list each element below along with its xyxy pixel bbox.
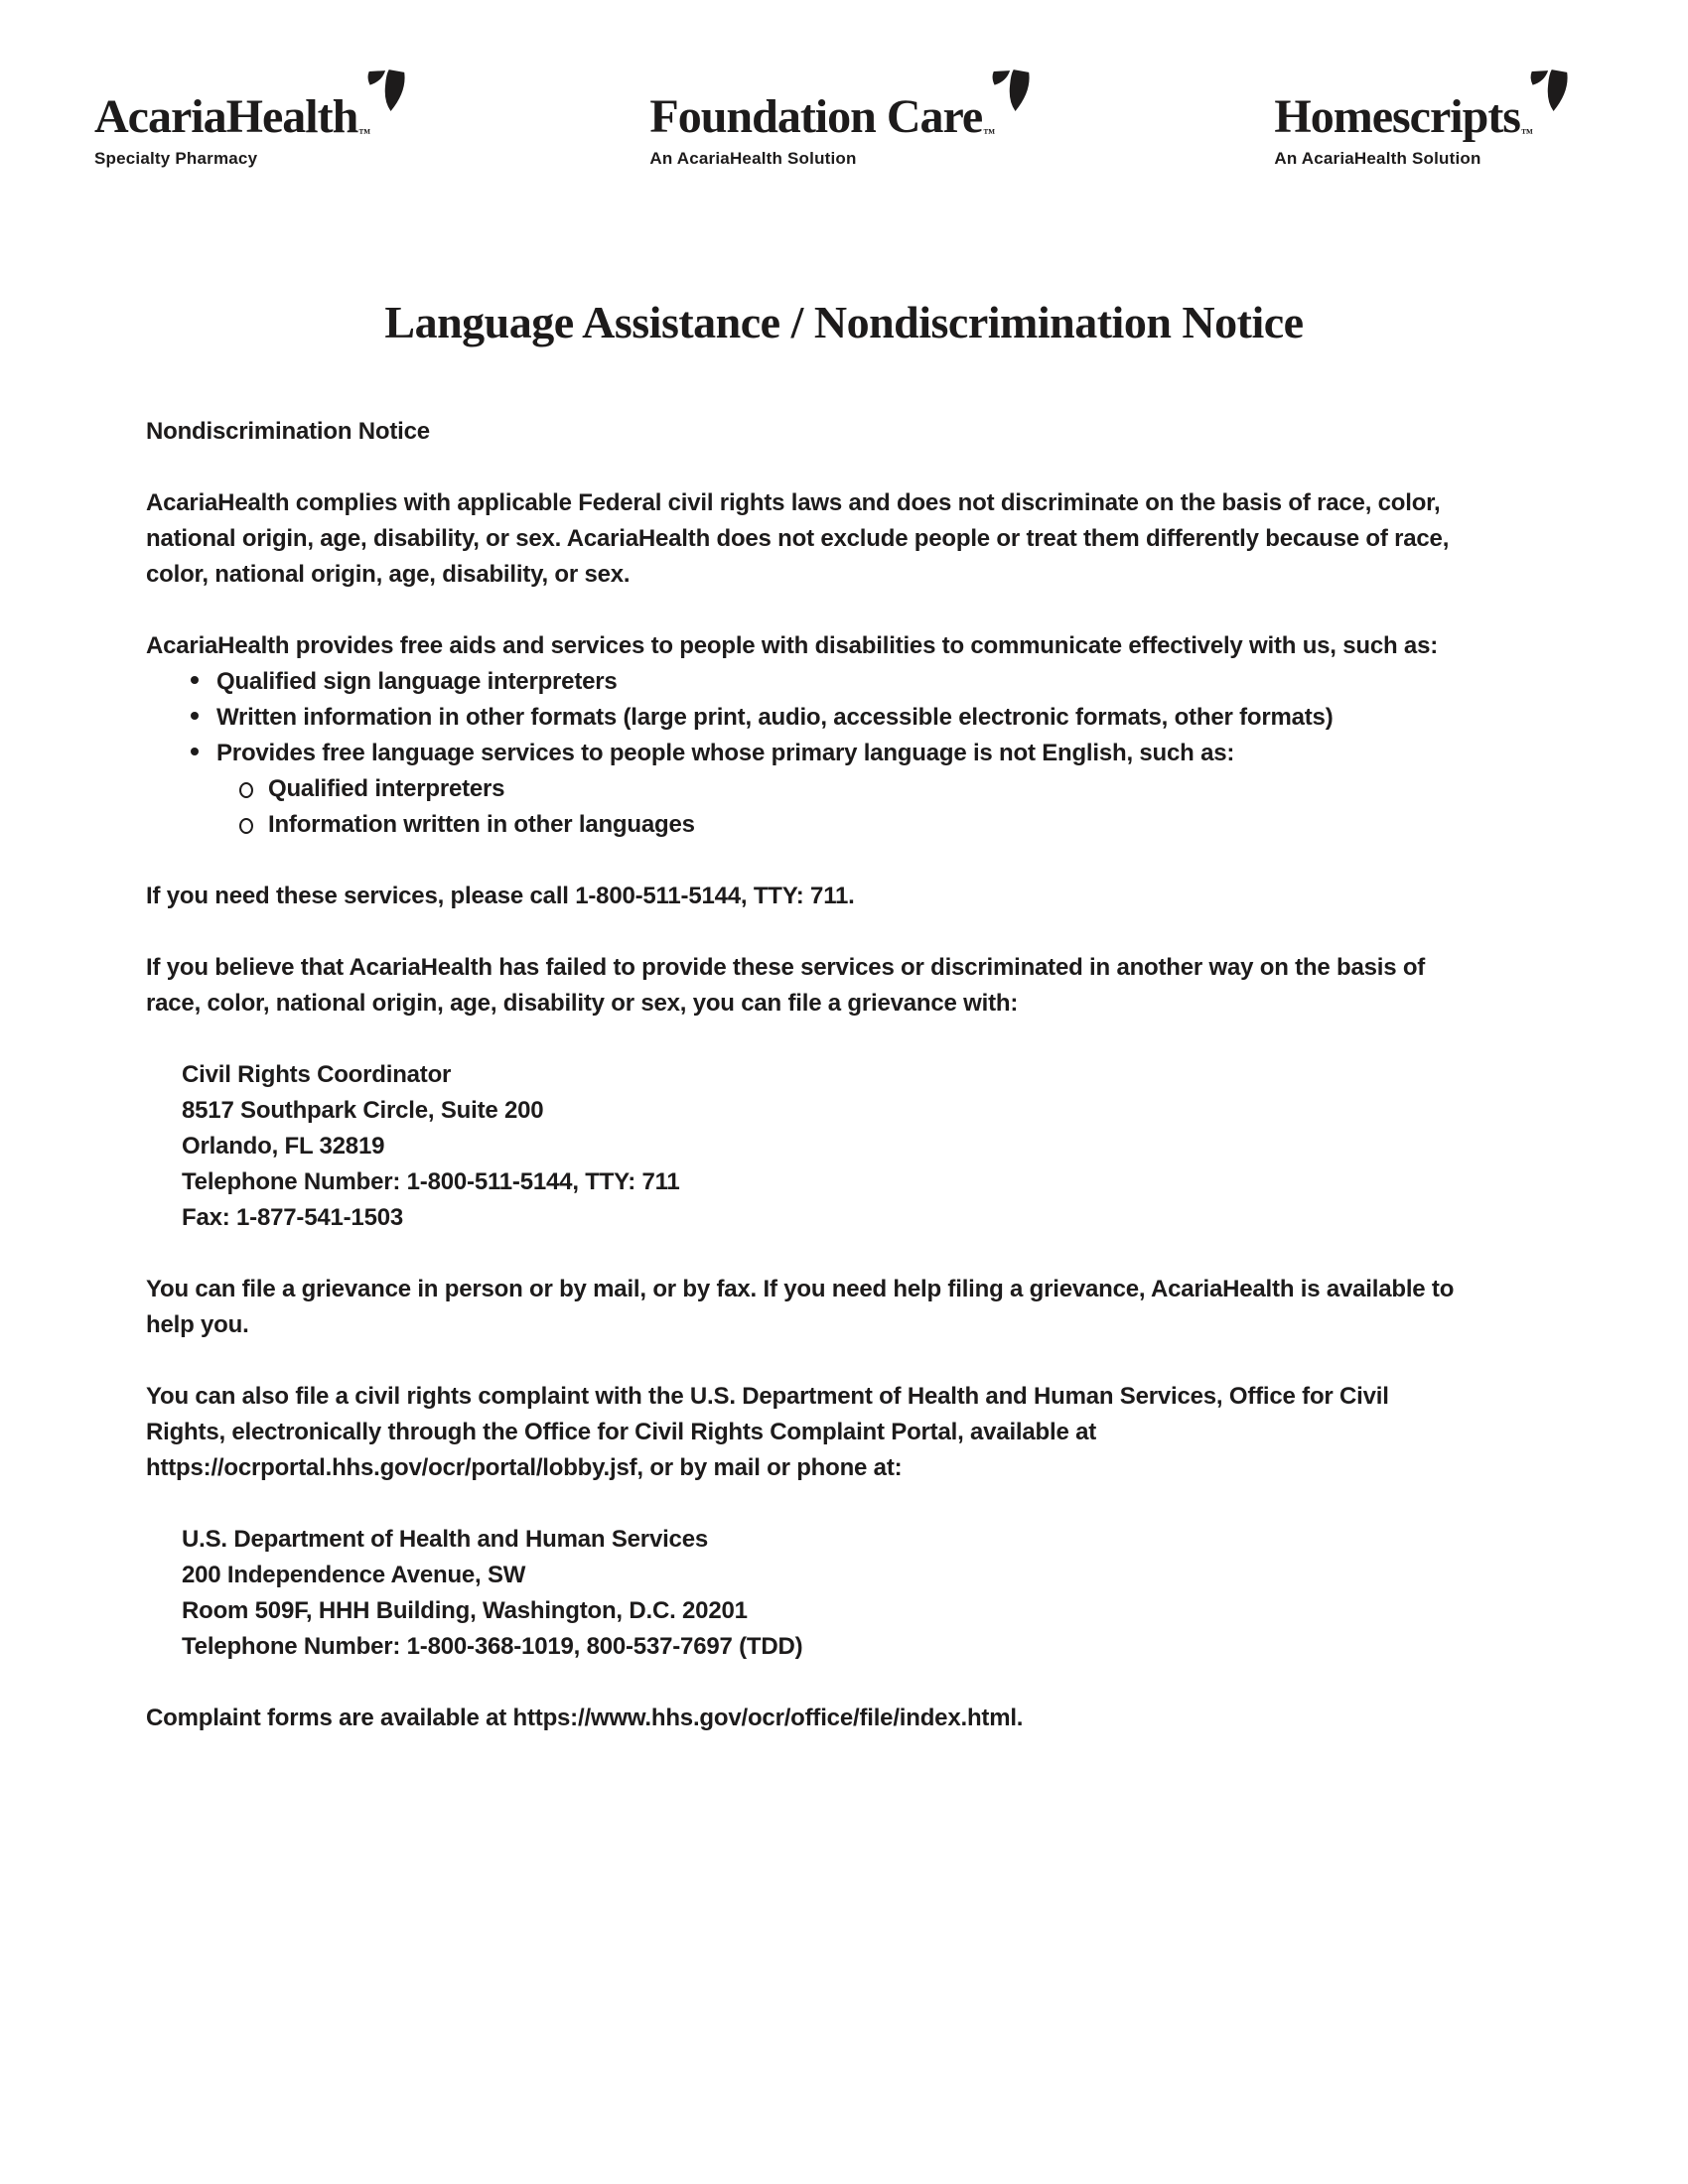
address-line: Civil Rights Coordinator xyxy=(182,1061,452,1088)
paragraph-complaint-forms: Complaint forms are available at https://www.hhs.gov/ocr/office/file/index.html. xyxy=(146,1705,1024,1731)
paragraph-compliance: AcariaHealth complies with applicable Federal civil rights laws and does not discriminate on the basis of race, color, national origin, age, disability, or sex. AcariaHealth does not exclude people or treat them differently because of race, color, national origin, age, disability, or sex. xyxy=(146,489,1450,588)
homescripts-wordmark: Homescripts xyxy=(1274,90,1520,143)
paragraph-aids-services: AcariaHealth provides free aids and services to people with disabilities to communicate effectively with us, such as: xyxy=(146,632,1439,659)
homescripts-logo xyxy=(1274,91,1569,169)
bullet-item: Provides free language services to people whose primary language is not English, such as: xyxy=(146,736,1457,771)
paragraph-services-call: If you need these services, please call 1-800-511-5144, TTY: 711. xyxy=(146,883,855,909)
paragraph-grievance: If you believe that AcariaHealth has failed to provide these services or discriminated in another way on the basis of race, color, national origin, age, disability or sex, you can file a grievance with: xyxy=(146,954,1426,1017)
foundationcare-logo xyxy=(649,91,1031,169)
address-line: Telephone Number: 1-800-368-1019, 800-537-7697 (TDD) xyxy=(182,1633,803,1660)
sub-bullet-item: Information written in other languages xyxy=(146,807,1457,843)
paragraph-complaint-portal: You can also file a civil rights complaint with the U.S. Department of Health and Human Services, Office for Civil Rights, electronically through the Office for Civil Rights Complaint Portal, available at https://ocrportal.hhs.gov/ocr/portal/lobby.jsf, or by mail or phone at: xyxy=(146,1383,1389,1481)
page-title: Language Assistance / Nondiscrimination Notice xyxy=(384,297,1304,347)
foundationcare-wordmark: Foundation Care xyxy=(649,90,983,143)
acariahealth-tagline: Specialty Pharmacy xyxy=(94,149,258,168)
address-block-civil-rights xyxy=(146,1057,1457,1236)
trademark-symbol: ™ xyxy=(1520,126,1533,140)
sub-bullet-list xyxy=(146,771,1457,843)
acariahealth-logo xyxy=(94,91,406,169)
document-body xyxy=(146,414,1457,1736)
address-line: U.S. Department of Health and Human Services xyxy=(182,1526,709,1553)
paragraph-file-grievance: You can file a grievance in person or by mail, or by fax. If you need help filing a grievance, AcariaHealth is available to help you. xyxy=(146,1276,1455,1338)
address-line: Telephone Number: 1-800-511-5144, TTY: 711 xyxy=(182,1168,680,1195)
leaf-icon xyxy=(991,68,1031,119)
trademark-symbol: ™ xyxy=(358,126,371,140)
foundationcare-tagline: An AcariaHealth Solution xyxy=(649,149,857,168)
leaf-icon xyxy=(366,68,406,119)
logo-header xyxy=(0,0,1688,169)
address-block-hhs xyxy=(146,1522,1457,1665)
address-line: 8517 Southpark Circle, Suite 200 xyxy=(182,1097,544,1124)
address-line: 200 Independence Avenue, SW xyxy=(182,1562,526,1588)
trademark-symbol: ™ xyxy=(983,126,996,140)
section-heading: Nondiscrimination Notice xyxy=(146,418,430,445)
acariahealth-wordmark: AcariaHealth xyxy=(94,90,358,143)
leaf-icon xyxy=(1529,68,1569,119)
sub-bullet-item: Qualified interpreters xyxy=(146,771,1457,807)
address-line: Room 509F, HHH Building, Washington, D.C. 20201 xyxy=(182,1597,748,1624)
homescripts-tagline: An AcariaHealth Solution xyxy=(1274,149,1481,168)
bullet-item: Qualified sign language interpreters xyxy=(146,664,1457,700)
address-line: Fax: 1-877-541-1503 xyxy=(182,1204,404,1231)
bullet-item: Written information in other formats (large print, audio, accessible electronic formats, other formats) xyxy=(146,700,1457,736)
address-line: Orlando, FL 32819 xyxy=(182,1133,385,1160)
bullet-list xyxy=(146,664,1457,771)
